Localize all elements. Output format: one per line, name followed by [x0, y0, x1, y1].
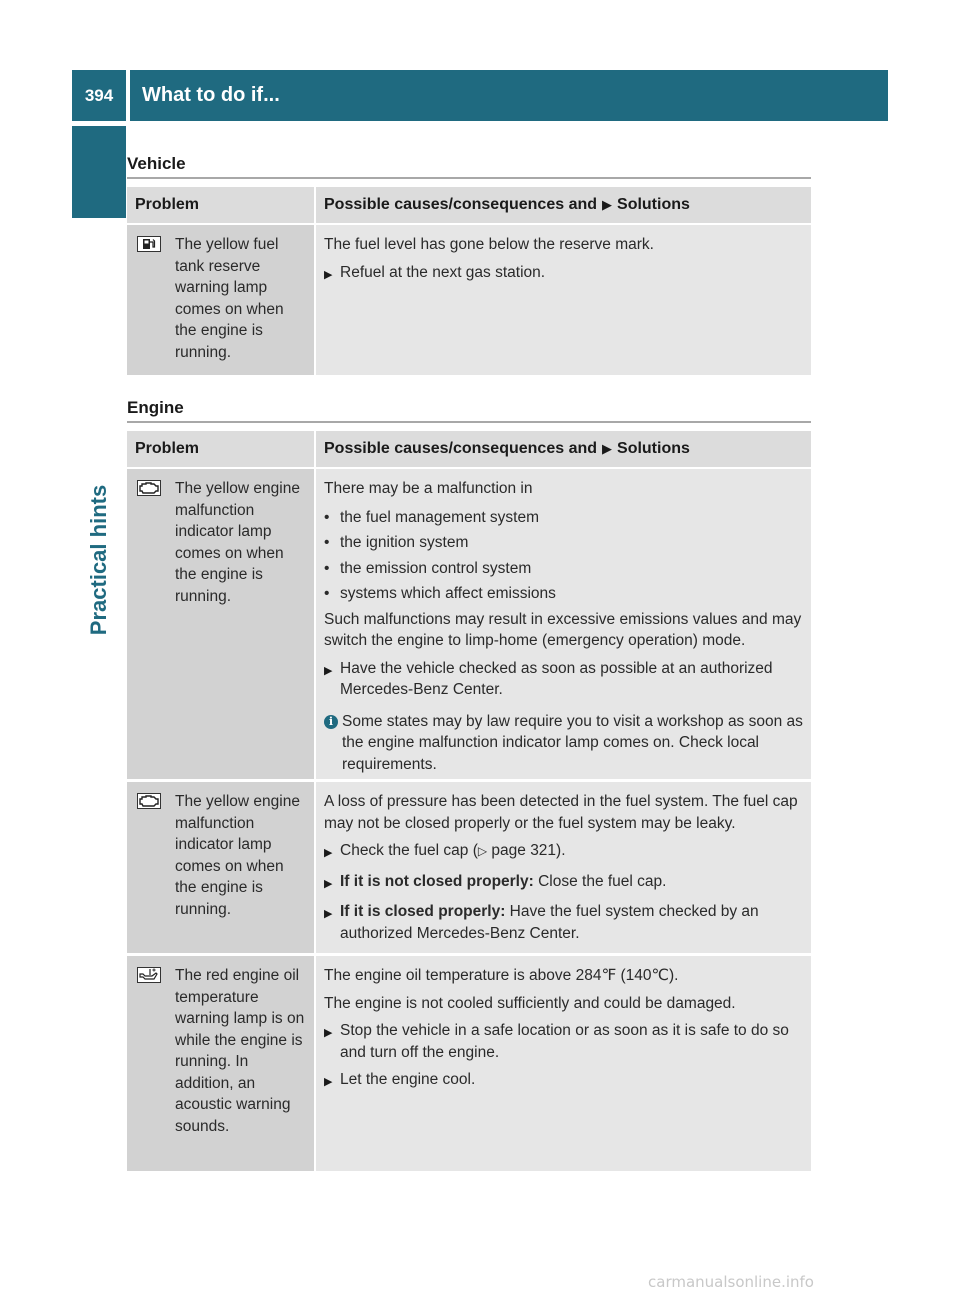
step-arrow-icon: ▶ — [324, 908, 333, 920]
action-step — [324, 1069, 805, 1094]
info-note — [324, 711, 805, 776]
header-causes-label: Possible causes/consequences and — [324, 196, 598, 213]
list-item: • the emission control system — [324, 558, 805, 580]
step-text: Close the fuel cap. — [533, 872, 667, 890]
page-ref-icon: ▷ — [477, 844, 488, 858]
table-header — [127, 431, 811, 469]
step-text: page 321). — [487, 842, 566, 859]
step-text: Have the vehicle checked as soon as possible at an authorized Mercedes-Benz Center. — [340, 659, 773, 698]
engine-malfunction-icon — [137, 793, 161, 809]
cause-text: The fuel level has gone below the reserve mark. — [324, 236, 654, 253]
watermark: carmanualsonline.info — [648, 1273, 814, 1291]
header-causes — [314, 431, 811, 467]
list-item-text: systems which affect emissions — [340, 585, 556, 602]
header-problem: Problem — [135, 440, 200, 457]
engine-malfunction-icon — [137, 480, 161, 496]
list-item-text: the emission control system — [340, 559, 532, 577]
table-row — [127, 225, 811, 378]
step-text: Refuel at the next gas station. — [340, 263, 546, 281]
step-text: Let the engine cool. — [340, 1071, 476, 1088]
header-solutions-label: Solutions — [617, 196, 690, 213]
action-step — [324, 901, 805, 944]
step-arrow-icon: ▶ — [324, 1027, 333, 1039]
arrow-icon: ▶ — [602, 197, 613, 212]
table-header — [127, 187, 811, 225]
step-arrow-icon: ▶ — [324, 847, 333, 859]
side-tab-label: Practical hints — [86, 484, 112, 636]
step-arrow-icon: ▶ — [324, 877, 333, 890]
consequence-text: Such malfunctions may result in excessive emissions values and may switch the engine to limp-home (emergency operation) mode. — [324, 610, 802, 649]
list-item: • the fuel management system — [324, 507, 805, 529]
problem-text: The red engine oil temperature warning lamp is on while the engine is running. In addition, an acoustic warning sounds. — [175, 967, 305, 1135]
step-text: Stop the vehicle in a safe location or as soon as it is safe to do so and turn off the engine. — [340, 1022, 789, 1061]
list-item-text: the ignition system — [340, 534, 469, 551]
list-item: • the ignition system — [324, 532, 805, 554]
section-rule — [127, 421, 811, 423]
step-text: Check the fuel cap ( — [340, 842, 478, 859]
header-problem: Problem — [135, 196, 200, 213]
cause-text: There may be a malfunction in — [324, 480, 533, 497]
arrow-icon: ▶ — [602, 441, 613, 456]
action-step — [324, 871, 805, 896]
step-arrow-icon: ▶ — [324, 1076, 333, 1088]
step-arrow-icon: ▶ — [324, 268, 333, 281]
vehicle-table — [127, 187, 811, 378]
header-solutions-label: Solutions — [617, 440, 690, 457]
cause-text: A loss of pressure has been detected in the fuel system. The fuel cap may not be closed properly or the fuel system may be leaky. — [324, 793, 798, 832]
side-tab-block — [72, 126, 126, 218]
page-number: 394 — [72, 70, 126, 121]
step-condition: If it is not closed properly: — [340, 872, 534, 890]
page-title: What to do if... — [130, 70, 888, 121]
fuel-reserve-icon — [137, 236, 161, 252]
header-causes-label: Possible causes/consequences and — [324, 440, 598, 457]
table-row — [127, 782, 811, 956]
step-text: Have the fuel system checked by an authorized Mercedes-Benz Center. — [340, 903, 759, 942]
solution-cell — [314, 225, 811, 375]
consequence-text: The engine is not cooled sufficiently and could be damaged. — [324, 994, 736, 1012]
side-tab-label-wrap — [82, 460, 116, 660]
problem-cell — [127, 469, 314, 779]
cause-text: The engine oil temperature is above 284℉ (140℃). — [324, 967, 679, 984]
solution-cell — [314, 469, 811, 779]
problem-cell — [127, 225, 314, 375]
action-step — [324, 1020, 805, 1063]
solution-cell — [314, 956, 811, 1171]
page-header — [72, 70, 888, 121]
problem-cell — [127, 956, 314, 1171]
info-icon: i — [324, 715, 338, 729]
section-rule — [127, 177, 811, 179]
list-item-text: the fuel management system — [340, 508, 540, 526]
action-step — [324, 262, 805, 287]
header-causes — [314, 187, 811, 223]
solution-cell — [314, 782, 811, 953]
note-text: Some states may by law require you to visit a workshop as soon as the engine malfunction indicator lamp comes on. Check local requirements. — [342, 712, 803, 773]
list-item: • systems which affect emissions — [324, 583, 805, 605]
engine-table — [127, 431, 811, 1174]
action-step — [324, 658, 805, 701]
oil-temperature-icon — [137, 967, 161, 983]
problem-text: The yellow engine malfunction indicator lamp comes on when the engine is running. — [175, 480, 300, 605]
step-arrow-icon: ▶ — [324, 664, 333, 677]
table-row — [127, 956, 811, 1174]
section-title-vehicle: Vehicle — [127, 154, 186, 173]
section-title-engine: Engine — [127, 398, 184, 417]
table-row — [127, 469, 811, 782]
step-condition: If it is closed properly: — [340, 903, 506, 920]
problem-text: The yellow fuel tank reserve warning lamp comes on when the engine is running. — [175, 236, 284, 361]
action-step — [324, 840, 805, 865]
problem-cell — [127, 782, 314, 953]
problem-text: The yellow engine malfunction indicator lamp comes on when the engine is running. — [175, 793, 300, 918]
